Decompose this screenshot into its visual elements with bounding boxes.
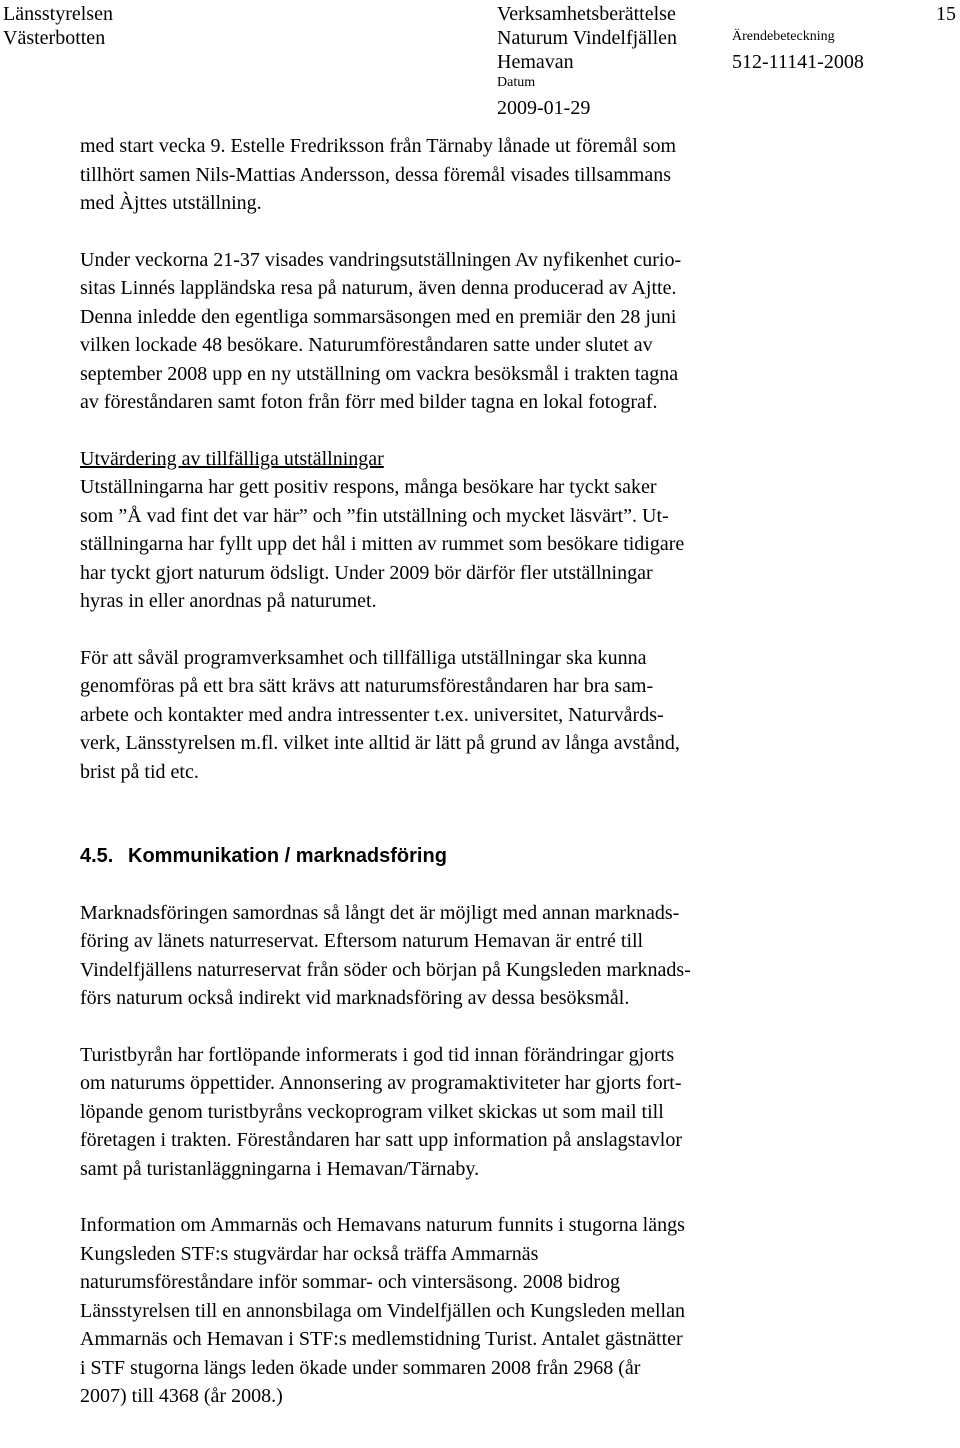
- text-line: brist på tid etc.: [80, 760, 199, 783]
- text-line: Information om Ammarnäs och Hemavans naturum funnits i stugorna längs: [80, 1214, 685, 1236]
- text-line: Under veckorna 21-37 visades vandringsutställningen Av nyfikenhet curio-: [80, 248, 682, 271]
- text-line: löpande genom turistbyråns veckoprogram vilket skickas ut som mail till: [80, 1100, 664, 1123]
- text-line: Turistbyrån har fortlöpande informerats i god tid innan förändringar gjorts: [80, 1043, 675, 1066]
- paragraph-4: [80, 644, 940, 787]
- text-line: ställningarna har fyllt upp det hål i mitten av rummet som besökare tidigare: [80, 533, 685, 555]
- text-line: Denna inledde den egentliga sommarsäsongen med en premiär den 28 juni: [80, 305, 677, 328]
- text-line: Marknadsföringen samordnas så långt det är möjligt med annan marknads-: [80, 901, 680, 924]
- paragraph-2: [80, 246, 940, 417]
- text-line: har tyckt gjort naturum ödsligt. Under 2009 bör därför fler utställningar: [80, 561, 653, 584]
- document-body: [80, 132, 940, 1411]
- date-value: 2009-01-29: [497, 97, 591, 119]
- text-line: Länsstyrelsen till en annonsbilaga om Vindelfjällen och Kungsleden mellan: [80, 1299, 685, 1322]
- case-label: Ärendebeteckning: [732, 29, 835, 44]
- doc-subtitle-2: Hemavan: [497, 51, 574, 73]
- page-number: 15: [936, 3, 956, 25]
- paragraph-7: [80, 1211, 940, 1411]
- paragraph-3: [80, 445, 940, 616]
- text-line: med start vecka 9. Estelle Fredriksson från Tärnaby lånade ut föremål som: [80, 135, 677, 157]
- paragraph-1: [80, 132, 940, 218]
- text-line: hyras in eller anordnas på naturumet.: [80, 590, 377, 612]
- text-line: arbete och kontakter med andra intressenter t.ex. universitet, Naturvårds-: [80, 703, 664, 726]
- text-line: i STF stugorna längs leden ökade under sommaren 2008 från 2968 (år: [80, 1356, 641, 1379]
- case-number: 512-11141-2008: [732, 51, 864, 73]
- text-line: 2007) till 4368 (år 2008.): [80, 1385, 283, 1407]
- date-label: Datum: [497, 75, 536, 90]
- text-line: Ammarnäs och Hemavan i STF:s medlemstidning Turist. Antalet gästnätter: [80, 1328, 683, 1350]
- text-line: För att såväl programverksamhet och tillfälliga utställningar ska kunna: [80, 646, 647, 669]
- text-line: av föreståndaren samt foton från förr med bilder tagna en lokal fotograf.: [80, 391, 658, 413]
- text-line: september 2008 upp en ny utställning om vackra besöksmål i trakten tagna: [80, 362, 679, 385]
- text-line: föring av länets naturreservat. Eftersom naturum Hemavan är entré till: [80, 930, 644, 952]
- text-line: sitas Linnés lappländska resa på naturum, även denna producerad av Ajtte.: [80, 277, 677, 299]
- section-title: Kommunikation / marknadsföring: [128, 845, 447, 867]
- text-line: genomföras på ett bra sätt krävs att naturumsföreståndaren har bra sam-: [80, 675, 654, 697]
- doc-subtitle-1: Naturum Vindelfjällen: [497, 27, 678, 49]
- doc-type: Verksamhetsberättelse: [497, 3, 676, 25]
- text-line: som ”Å vad fint det var här” och ”fin utställning och mycket läsvärt”. Ut-: [80, 504, 669, 527]
- text-line: tillhört samen Nils-Mattias Andersson, dessa föremål visades tillsammans: [80, 163, 672, 186]
- subheading-evaluation: Utvärdering av tillfälliga utställningar: [80, 447, 384, 470]
- section-number: 4.5.: [80, 845, 114, 867]
- text-line: Kungsleden STF:s stugvärdar har också träffa Ammarnäs: [80, 1242, 539, 1265]
- paragraph-6: [80, 1041, 940, 1184]
- page-header: [0, 0, 960, 120]
- text-line: Vindelfjällens naturreservat från söder och början på Kungsleden marknads-: [80, 958, 691, 981]
- text-line: verk, Länsstyrelsen m.fl. vilket inte alltid är lätt på grund av långa avstånd,: [80, 732, 680, 754]
- text-line: samt på turistanläggningarna i Hemavan/Tärnaby.: [80, 1157, 480, 1180]
- org-name: Länsstyrelsen: [3, 3, 113, 25]
- text-line: naturumsföreståndare inför sommar- och vintersäsong. 2008 bidrog: [80, 1271, 621, 1293]
- text-line: om naturums öppettider. Annonsering av programaktiviteter har gjorts fort-: [80, 1072, 682, 1094]
- text-line: med Àjttes utställning.: [80, 192, 262, 214]
- paragraph-5: [80, 899, 940, 1013]
- section-heading: [80, 842, 940, 871]
- text-line: förs naturum också indirekt vid marknadsföring av dessa besöksmål.: [80, 987, 630, 1009]
- text-line: vilken lockade 48 besökare. Naturumföreståndaren satte under slutet av: [80, 334, 653, 356]
- text-line: företagen i trakten. Föreståndaren har satt upp information på anslagstavlor: [80, 1129, 683, 1151]
- org-region: Västerbotten: [3, 27, 106, 49]
- text-line: Utställningarna har gett positiv respons, många besökare har tyckt saker: [80, 476, 657, 498]
